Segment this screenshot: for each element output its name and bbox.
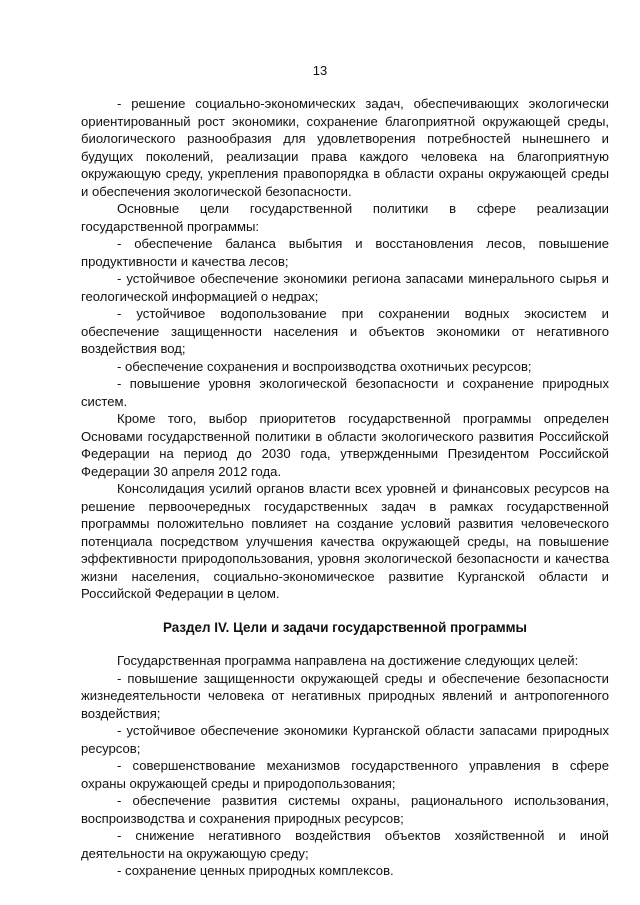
paragraph: - обеспечение развития системы охраны, рационального использования, воспроизводства и сохранения природных ресурсов;	[81, 793, 609, 826]
paragraph: - устойчивое обеспечение экономики региона запасами минерального сырья и геологической информацией о недрах;	[81, 271, 609, 304]
paragraph: Консолидация усилий органов власти всех уровней и финансовых ресурсов на решение первоочередных государственных задач в рамках государственной программы положительно повлияет на создание условий развития человеческого потенциала посредством улучшения качества окружающей среды, на повышение эффективности природопользования, уровня экологической безопасности и качества жизни населения, социально-экономическое развитие Курганской области и Российской Федерации в целом.	[81, 481, 609, 601]
paragraph: Основные цели государственной политики в сфере реализации государственной программы:	[81, 201, 609, 234]
paragraph: - обеспечение сохранения и воспроизводства охотничьих ресурсов;	[117, 358, 532, 374]
paragraph: - снижение негативного воздействия объектов хозяйственной и иной деятельности на окружающую среду;	[81, 828, 609, 861]
paragraph: Кроме того, выбор приоритетов государственной программы определен Основами государственной политики в области экологического развития Российской Федерации на период до 2030 года, утвержденными Президентом Российской Федерации 30 апреля 2012 года.	[81, 411, 609, 479]
document-body	[81, 95, 609, 880]
paragraph: - устойчивое обеспечение экономики Курганской области запасами природных ресурсов;	[81, 723, 609, 756]
paragraph: - повышение защищенности окружающей среды и обеспечение безопасности жизнедеятельности человека от негативных природных явлений и антропогенного воздействия;	[81, 670, 609, 721]
paragraph: Государственная программа направлена на достижение следующих целей:	[117, 653, 579, 668]
paragraph: - устойчивое водопользование при сохранении водных экосистем и обеспечение защищенности населения и объектов экономики от негативного воздействия вод;	[81, 306, 609, 356]
paragraph: - обеспечение баланса выбытия и восстановления лесов, повышение продуктивности и качества лесов;	[81, 236, 609, 269]
paragraph: - сохранение ценных природных комплексов.	[117, 863, 394, 878]
section-heading: Раздел IV. Цели и задачи государственной программы	[163, 619, 527, 635]
page-number: 13	[312, 63, 328, 78]
paragraph: - повышение уровня экологической безопасности и сохранение природных систем.	[81, 376, 609, 409]
paragraph: - совершенствование механизмов государственного управления в сфере охраны окружающей среды и природопользования;	[81, 758, 609, 791]
paragraph: - решение социально-экономических задач, обеспечивающих экологически ориентированный рост экономики, сохранение благоприятной окружающей среды, биологического разнообразия для удовлетворения потребностей нынешнего и будущих поколений, реализации права каждого человека на благоприятную окружающую среду, укрепления правопорядка в области охраны окружающей среды и обеспечения экологической безопасности.	[81, 96, 609, 199]
